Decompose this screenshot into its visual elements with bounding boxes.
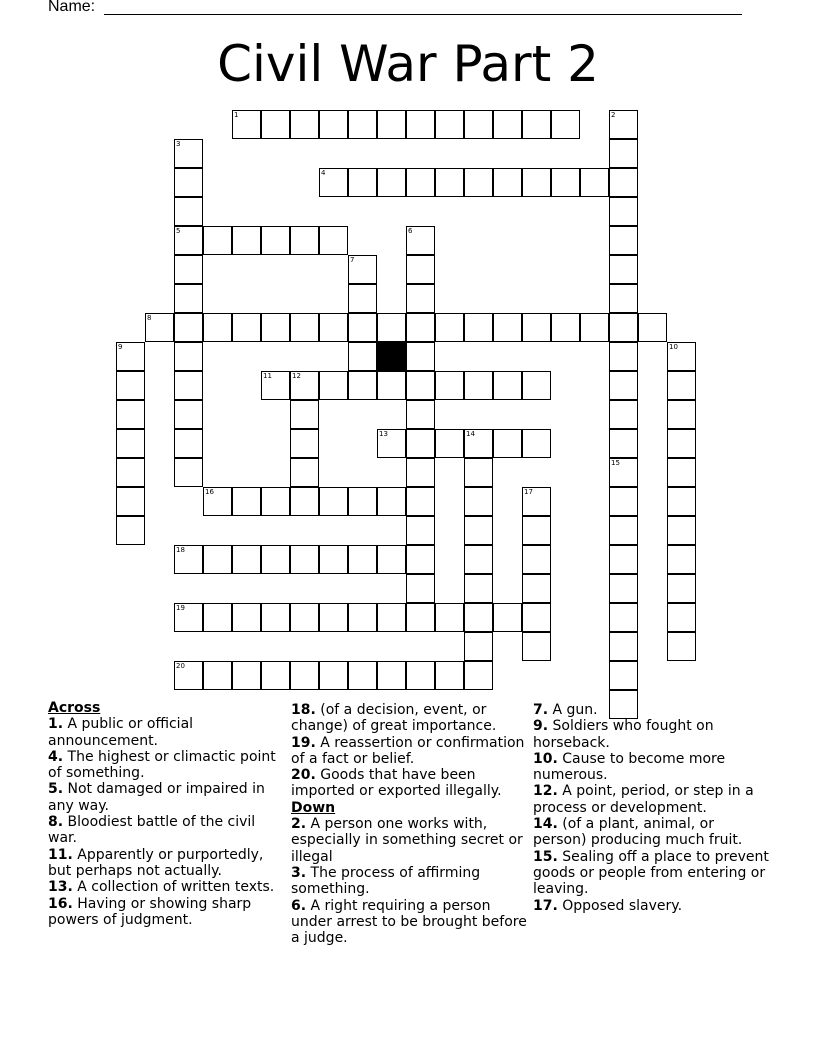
grid-cell[interactable]: [319, 371, 348, 400]
grid-cell[interactable]: [406, 400, 435, 429]
clue-number: 14: [466, 430, 475, 438]
grid-cell[interactable]: [406, 516, 435, 545]
grid-cell[interactable]: [290, 371, 319, 400]
grid-cell[interactable]: [290, 429, 319, 458]
clue-item: [533, 898, 769, 914]
clue-item-text: Sealing off a place to prevent goods or people from entering or leaving.: [533, 848, 769, 898]
grid-cell[interactable]: [435, 110, 464, 139]
grid-cell[interactable]: [667, 603, 696, 632]
grid-cell[interactable]: [116, 458, 145, 487]
clue-item: [48, 879, 288, 895]
grid-cell[interactable]: [522, 313, 551, 342]
grid-cell[interactable]: [203, 603, 232, 632]
grid-cell[interactable]: [406, 226, 435, 255]
grid-cell[interactable]: [290, 545, 319, 574]
grid-cell[interactable]: [551, 168, 580, 197]
grid-cell[interactable]: [609, 226, 638, 255]
grid-cell[interactable]: [609, 516, 638, 545]
clue-item-number: 14.: [533, 816, 558, 833]
grid-cell[interactable]: [348, 255, 377, 284]
grid-cell[interactable]: [464, 603, 493, 632]
clue-item: [48, 896, 288, 929]
grid-cell[interactable]: [464, 313, 493, 342]
grid-cell[interactable]: [174, 313, 203, 342]
grid-cell[interactable]: [319, 661, 348, 690]
grid-cell[interactable]: [116, 429, 145, 458]
grid-cell[interactable]: [493, 603, 522, 632]
clues-column-1: [48, 700, 288, 928]
clue-item-number: 1.: [48, 716, 64, 733]
grid-cell[interactable]: [522, 371, 551, 400]
grid-cell[interactable]: [464, 429, 493, 458]
grid-cell[interactable]: [580, 168, 609, 197]
clue-item-number: 15.: [533, 848, 558, 865]
grid-cell[interactable]: [464, 545, 493, 574]
grid-cell[interactable]: [348, 342, 377, 371]
grid-cell[interactable]: [406, 371, 435, 400]
clue-item-number: 20.: [291, 767, 316, 784]
grid-cell[interactable]: [290, 110, 319, 139]
grid-cell[interactable]: [174, 168, 203, 197]
clue-number: 4: [321, 169, 326, 177]
grid-cell[interactable]: [464, 458, 493, 487]
grid-cell[interactable]: [493, 110, 522, 139]
grid-cell[interactable]: [609, 168, 638, 197]
grid-cell[interactable]: [667, 632, 696, 661]
clue-number: 19: [176, 604, 185, 612]
grid-cell[interactable]: [667, 516, 696, 545]
grid-cell[interactable]: [377, 661, 406, 690]
grid-cell[interactable]: [464, 516, 493, 545]
grid-cell[interactable]: [406, 168, 435, 197]
grid-cell[interactable]: [522, 545, 551, 574]
clue-item-text: (of a decision, event, or change) of great importance.: [291, 702, 497, 735]
clue-number: 5: [176, 227, 181, 235]
grid-cell[interactable]: [609, 197, 638, 226]
clue-number: 1: [234, 111, 239, 119]
clue-item-text: Opposed slavery.: [557, 897, 683, 914]
clue-item-text: Having or showing sharp powers of judgment.: [48, 895, 252, 928]
grid-cell[interactable]: [377, 487, 406, 516]
grid-cell[interactable]: [522, 632, 551, 661]
grid-cell[interactable]: [609, 429, 638, 458]
clue-section-heading: Down: [291, 799, 336, 816]
clues-column-2: [291, 702, 531, 946]
clue-item: [291, 898, 531, 947]
clue-item: [533, 816, 769, 849]
grid-cell[interactable]: [609, 632, 638, 661]
grid-cell[interactable]: [580, 313, 609, 342]
clue-item: [291, 702, 531, 735]
grid-cell[interactable]: [406, 661, 435, 690]
grid-cell[interactable]: [174, 545, 203, 574]
grid-cell[interactable]: [522, 516, 551, 545]
grid-cell[interactable]: [464, 632, 493, 661]
clue-number: 12: [292, 372, 301, 380]
grid-cell[interactable]: [667, 400, 696, 429]
grid-cell[interactable]: [406, 487, 435, 516]
grid-cell[interactable]: [493, 429, 522, 458]
clue-item-number: 16.: [48, 895, 73, 912]
grid-cell[interactable]: [609, 342, 638, 371]
clue-item-number: 12.: [533, 783, 558, 800]
grid-cell[interactable]: [261, 313, 290, 342]
grid-cell[interactable]: [174, 139, 203, 168]
grid-cell[interactable]: [203, 661, 232, 690]
clue-item-text: A person one works with, especially in something secret or illegal: [291, 816, 523, 865]
grid-cell[interactable]: [174, 603, 203, 632]
clue-number: 18: [176, 546, 185, 554]
clue-item: [533, 849, 769, 898]
grid-cell[interactable]: [406, 545, 435, 574]
grid-cell[interactable]: [174, 429, 203, 458]
grid-cell[interactable]: [116, 371, 145, 400]
clue-item-number: 9.: [533, 718, 549, 735]
clue-item-number: 7.: [533, 702, 549, 718]
grid-cell[interactable]: [232, 603, 261, 632]
grid-cell[interactable]: [667, 545, 696, 574]
grid-cell[interactable]: [435, 603, 464, 632]
grid-cell[interactable]: [435, 661, 464, 690]
clue-number: 15: [611, 459, 620, 467]
grid-cell[interactable]: [609, 545, 638, 574]
grid-cell[interactable]: [203, 545, 232, 574]
clue-item-text: A gun.: [548, 702, 598, 718]
grid-cell[interactable]: [290, 603, 319, 632]
clue-item-text: A collection of written texts.: [72, 879, 275, 896]
clue-number: 11: [263, 372, 272, 380]
grid-cell[interactable]: [667, 429, 696, 458]
grid-cell[interactable]: [435, 313, 464, 342]
grid-cell[interactable]: [232, 226, 261, 255]
clue-item: [48, 847, 288, 880]
grid-cell[interactable]: [319, 313, 348, 342]
grid-cell[interactable]: [377, 371, 406, 400]
grid-cell[interactable]: [232, 545, 261, 574]
grid-cell[interactable]: [116, 516, 145, 545]
grid-cell[interactable]: [203, 313, 232, 342]
clue-item-number: 10.: [533, 750, 558, 767]
grid-cell[interactable]: [493, 168, 522, 197]
name-label: Name:: [48, 0, 96, 15]
grid-cell[interactable]: [609, 487, 638, 516]
clue-item: [533, 702, 769, 718]
grid-cell[interactable]: [232, 487, 261, 516]
grid-cell[interactable]: [522, 110, 551, 139]
grid-cell[interactable]: [174, 197, 203, 226]
clue-number: 16: [205, 488, 214, 496]
grid-cell[interactable]: [609, 603, 638, 632]
grid-cell[interactable]: [522, 429, 551, 458]
clue-section-heading: Across: [48, 700, 101, 716]
grid-cell[interactable]: [116, 487, 145, 516]
clue-item-number: 6.: [291, 897, 307, 914]
clue-item-number: 13.: [48, 879, 73, 896]
grid-cell[interactable]: [464, 110, 493, 139]
grid-cell[interactable]: [174, 226, 203, 255]
clue-number: 3: [176, 140, 181, 148]
grid-cell[interactable]: [290, 661, 319, 690]
grid-cell[interactable]: [609, 458, 638, 487]
clue-item: [291, 865, 531, 898]
grid-cell[interactable]: [667, 371, 696, 400]
clue-number: 2: [611, 111, 616, 119]
clue-number: 7: [350, 256, 355, 264]
grid-cell[interactable]: [377, 168, 406, 197]
clue-number: 20: [176, 662, 185, 670]
clue-item: [533, 751, 769, 784]
clue-number: 6: [408, 227, 413, 235]
clue-number: 17: [524, 488, 533, 496]
clue-item-text: A right requiring a person under arrest to be brought before a judge.: [291, 897, 527, 947]
clue-item-number: 4.: [48, 748, 64, 765]
grid-cell[interactable]: [232, 110, 261, 139]
grid-cell[interactable]: [290, 487, 319, 516]
clue-item: [533, 718, 769, 751]
clue-item-number: 17.: [533, 897, 558, 914]
clue-item-text: A point, period, or step in a process or development.: [533, 783, 754, 816]
grid-cell[interactable]: [522, 603, 551, 632]
grid-cell[interactable]: [667, 574, 696, 603]
grid-cell[interactable]: [232, 661, 261, 690]
grid-cell[interactable]: [348, 168, 377, 197]
grid-cell[interactable]: [290, 400, 319, 429]
clue-item: [291, 816, 531, 865]
grid-cell[interactable]: [609, 661, 638, 690]
grid-cell[interactable]: [551, 110, 580, 139]
clue-item: [48, 749, 288, 782]
grid-cell[interactable]: [377, 313, 406, 342]
black-square: [377, 342, 406, 371]
grid-cell[interactable]: [406, 342, 435, 371]
grid-cell[interactable]: [406, 313, 435, 342]
clue-item-text: The process of affirming something.: [291, 864, 481, 898]
clue-number: 8: [147, 314, 152, 322]
grid-cell[interactable]: [319, 487, 348, 516]
clue-number: 10: [669, 343, 678, 351]
grid-cell[interactable]: [522, 487, 551, 516]
clue-item-text: Goods that have been imported or exported illegally.: [291, 767, 502, 800]
grid-cell[interactable]: [319, 603, 348, 632]
clue-item: [291, 767, 531, 800]
grid-cell[interactable]: [261, 110, 290, 139]
grid-cell[interactable]: [609, 371, 638, 400]
clue-item-text: A public or official announcement.: [48, 716, 194, 749]
grid-cell[interactable]: [667, 342, 696, 371]
grid-cell[interactable]: [609, 110, 638, 139]
grid-cell[interactable]: [348, 487, 377, 516]
clue-item: [48, 716, 288, 749]
grid-cell[interactable]: [261, 661, 290, 690]
clue-item-text: A reassertion or confirmation of a fact or belief.: [291, 734, 525, 767]
grid-cell[interactable]: [319, 226, 348, 255]
clue-item-number: 8.: [48, 814, 64, 831]
grid-cell[interactable]: [377, 110, 406, 139]
clue-item-text: (of a plant, animal, or person) producing much fruit.: [533, 816, 743, 849]
clue-number: 9: [118, 343, 123, 351]
clue-item: [533, 783, 769, 816]
grid-cell[interactable]: [609, 139, 638, 168]
clue-item: [48, 781, 288, 814]
clue-item-number: 2.: [291, 816, 307, 833]
grid-cell[interactable]: [522, 574, 551, 603]
grid-cell[interactable]: [319, 168, 348, 197]
grid-cell[interactable]: [174, 255, 203, 284]
grid-cell[interactable]: [609, 284, 638, 313]
grid-cell[interactable]: [406, 458, 435, 487]
grid-cell[interactable]: [406, 284, 435, 313]
clue-item-number: 19.: [291, 734, 316, 751]
grid-cell[interactable]: [116, 400, 145, 429]
grid-cell[interactable]: [174, 371, 203, 400]
grid-cell[interactable]: [348, 661, 377, 690]
clue-item-number: 11.: [48, 846, 73, 863]
grid-cell[interactable]: [232, 313, 261, 342]
grid-cell[interactable]: [145, 313, 174, 342]
grid-cell[interactable]: [348, 313, 377, 342]
grid-cell[interactable]: [406, 574, 435, 603]
grid-cell[interactable]: [464, 574, 493, 603]
grid-cell[interactable]: [261, 371, 290, 400]
grid-cell[interactable]: [609, 255, 638, 284]
grid-cell[interactable]: [667, 487, 696, 516]
clues-column-3: [533, 702, 769, 914]
grid-cell[interactable]: [290, 313, 319, 342]
grid-cell[interactable]: [377, 545, 406, 574]
grid-cell[interactable]: [435, 429, 464, 458]
clue-item-text: Cause to become more numerous.: [533, 750, 726, 784]
grid-cell[interactable]: [551, 313, 580, 342]
grid-cell[interactable]: [464, 371, 493, 400]
clue-item-number: 18.: [291, 702, 316, 718]
grid-cell[interactable]: [319, 545, 348, 574]
grid-cell[interactable]: [667, 458, 696, 487]
page-title: Civil War Part 2: [217, 35, 599, 93]
grid-cell[interactable]: [435, 371, 464, 400]
grid-cell[interactable]: [464, 168, 493, 197]
grid-cell[interactable]: [348, 371, 377, 400]
clue-item-text: Apparently or purportedly, but perhaps not actually.: [48, 846, 264, 879]
grid-cell[interactable]: [435, 168, 464, 197]
grid-cell[interactable]: [174, 400, 203, 429]
clue-item-number: 3.: [291, 864, 307, 881]
grid-cell[interactable]: [377, 429, 406, 458]
grid-cell[interactable]: [406, 255, 435, 284]
grid-cell[interactable]: [290, 226, 319, 255]
grid-cell[interactable]: [348, 284, 377, 313]
grid-cell[interactable]: [609, 574, 638, 603]
grid-cell[interactable]: [203, 487, 232, 516]
grid-cell[interactable]: [174, 458, 203, 487]
grid-cell[interactable]: [464, 661, 493, 690]
clue-item-text: Not damaged or impaired in any way.: [48, 781, 265, 814]
grid-cell[interactable]: [261, 545, 290, 574]
clue-item: [48, 814, 288, 847]
grid-cell[interactable]: [464, 487, 493, 516]
grid-cell[interactable]: [174, 661, 203, 690]
grid-cell[interactable]: [493, 371, 522, 400]
clue-item-text: Bloodiest battle of the civil war.: [48, 814, 256, 847]
grid-cell[interactable]: [348, 545, 377, 574]
clue-item: [291, 735, 531, 768]
grid-cell[interactable]: [174, 284, 203, 313]
grid-cell[interactable]: [406, 110, 435, 139]
clue-item-number: 5.: [48, 781, 64, 798]
grid-cell[interactable]: [522, 168, 551, 197]
grid-cell[interactable]: [638, 313, 667, 342]
grid-cell[interactable]: [609, 313, 638, 342]
grid-cell[interactable]: [348, 603, 377, 632]
clue-item-text: The highest or climactic point of something.: [48, 748, 276, 782]
clue-item-text: Soldiers who fought on horseback.: [533, 718, 714, 751]
grid-cell[interactable]: [116, 342, 145, 371]
grid-cell[interactable]: [174, 342, 203, 371]
grid-cell[interactable]: [348, 110, 377, 139]
grid-cell[interactable]: [261, 226, 290, 255]
grid-cell[interactable]: [406, 429, 435, 458]
grid-cell[interactable]: [493, 313, 522, 342]
grid-cell[interactable]: [377, 603, 406, 632]
grid-cell[interactable]: [261, 487, 290, 516]
clue-number: 13: [379, 430, 388, 438]
grid-cell[interactable]: [261, 603, 290, 632]
grid-cell[interactable]: [203, 226, 232, 255]
grid-cell[interactable]: [406, 603, 435, 632]
grid-cell[interactable]: [609, 400, 638, 429]
grid-cell[interactable]: [290, 458, 319, 487]
grid-cell[interactable]: [319, 110, 348, 139]
